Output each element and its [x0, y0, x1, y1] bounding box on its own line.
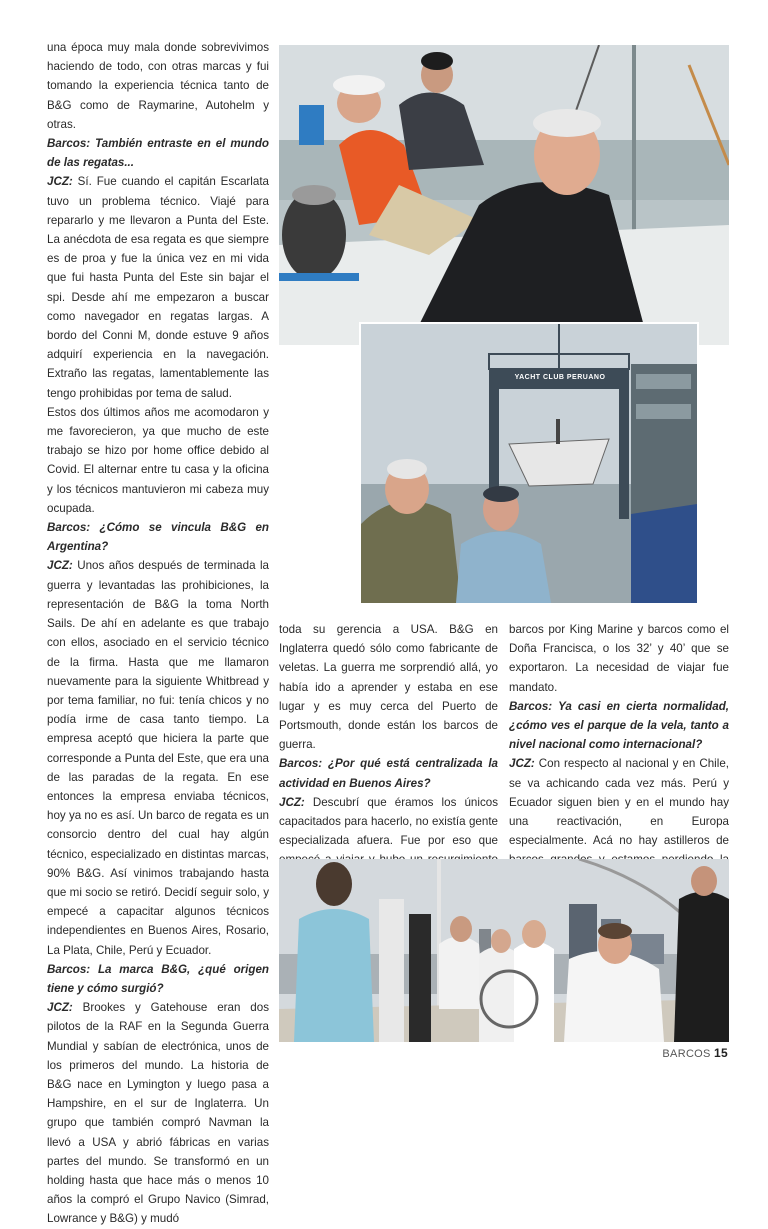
interview-answer	[47, 172, 269, 402]
body-paragraph: una época muy mala donde sobrevivimos haciendo de todo, con otras marcas y fui tomando la experiencia técnica tanto de B&G como de Raymarine, Autohelm y otras.	[47, 41, 269, 131]
answer-text: Sí. Fue cuando el capitán Escarlata tuvo un problema técnico. Viajé para repararlo y me llevaron a Punta del Este. La anécdota de esa regata es que siempre es de proa y fue la única vez en mi vida que fui hasta Punta del Este sin bajar el spi. Desde ahí me empezaron a buscar como navegador en regatas largas. A bordo del Conni M, donde estuve 9 años adquirí experiencia en la navegación. Extraño las regatas, lamentablemente las tengo prohibidas por tema de salud.	[47, 175, 269, 400]
photo-crew-on-deck	[279, 859, 729, 1042]
interview-question: Barcos: ¿Por qué está centralizada la actividad en Buenos Aires?	[279, 757, 498, 790]
speaker-label: JCZ:	[279, 795, 305, 809]
magazine-name: BARCOS	[662, 1048, 711, 1060]
interview-answer	[47, 998, 269, 1228]
body-paragraph: Estos dos últimos años me acomodaron y me favorecieron, ya que mucho de este trabajo se hizo por home office debido al Covid. El alternar entre tu casa y la oficina y los técnicos mantuvieron mi cabeza muy ocupada.	[47, 405, 269, 515]
answer-text: Brookes y Gatehouse eran dos pilotos de la RAF en la Segunda Guerra Mundial y sabían de electrónica, unos de los primeros del mundo. La historia de B&G nace en Lymington y luego pasa a Hampshire, en el sur de Inglaterra. Un grupo que también compró Navman la llevó a USA y abrió fábricas en varias partes del mundo. Se transformó en un holding hasta que hace más o menos 10 años la compró el Grupo Navico (Simrad, Lowrance y B&G) y mudó	[47, 1001, 269, 1226]
speaker-label: JCZ:	[47, 1001, 73, 1015]
answer-text: Descubrí que éramos los únicos capacitados para hacerlo, no existía gente especializada afuera. Fue por eso que	[279, 795, 498, 848]
speaker-label: JCZ:	[47, 175, 73, 189]
page-number: 15	[714, 1046, 728, 1060]
interview-question: Barcos: También entraste en el mundo de las regatas...	[47, 137, 269, 170]
text-column-1	[47, 38, 269, 1229]
photo-sailors-on-boat	[279, 45, 729, 345]
speaker-label: JCZ:	[509, 757, 535, 771]
yacht-club-sign: YACHT CLUB PERUANO	[514, 374, 606, 381]
interview-question: Barcos: ¿Cómo se vincula B&G en Argentina?	[47, 521, 269, 554]
body-paragraph: barcos por King Marine y barcos como el Doña Francisca, o los 32’ y 40’ que se exportaron. La necesidad de viajar fue mandato.	[509, 623, 729, 694]
interview-answer	[47, 556, 269, 959]
interview-question: Barcos: Ya casi en cierta normalidad, ¿cómo ves el parque de la vela, tanto a nivel nacional como internacional?	[509, 699, 729, 752]
answer-text: Con respecto al nacional y en Chile, se va achicando cada vez más. Perú y Ecuador siguen bien y en el mundo hay una reactivación, en Europa especialmente. Acá no hay astilleros de	[509, 757, 729, 848]
answer-text: Unos años después de terminada la guerra y levantadas las prohibiciones, la representación de B&G la toma North Sails. De ahí en adelante es que trabajo con ellos, asociado en el servicio técnico de la firma. Hasta que me llamaron nuevamente para la siguiente Whitbread y por tema familiar, no fui: tenía chicos y no podía irme de casa tanto tiempo. La empresa aceptó que hiciera la parte que corresponde a Punta del Este, que era una de las paradas de la regata. En ese entonces la empresa enviaba técnicos, hoy ya no es así. Un barco de regata es un consorcio dentro del cual hay algún técnico, especializado en distintas marcas, 90% B&G. Así vinimos trabajando hasta que mi socio se retiró. Decidí seguir solo, y empecé a capacitar algunos técnicos independientes en Buenos Aires, Rosario, La Plata, Chile, Perú y Ecuador.	[47, 559, 269, 957]
interview-question: Barcos: La marca B&G, ¿qué origen tiene y cómo surgió?	[47, 962, 269, 995]
speaker-label: JCZ:	[47, 559, 73, 573]
body-paragraph: toda su gerencia a USA. B&G en Inglaterra quedó sólo como fabricante de veletas. La guerra me sorprendió allá, yo había ido a aprender y estaba en ese lugar y es muy cerca del Puerto de Portsmouth, donde están los barcos de guerra.	[279, 623, 498, 752]
photo-yacht-club-hoist	[359, 322, 699, 605]
page-footer	[662, 1046, 728, 1060]
